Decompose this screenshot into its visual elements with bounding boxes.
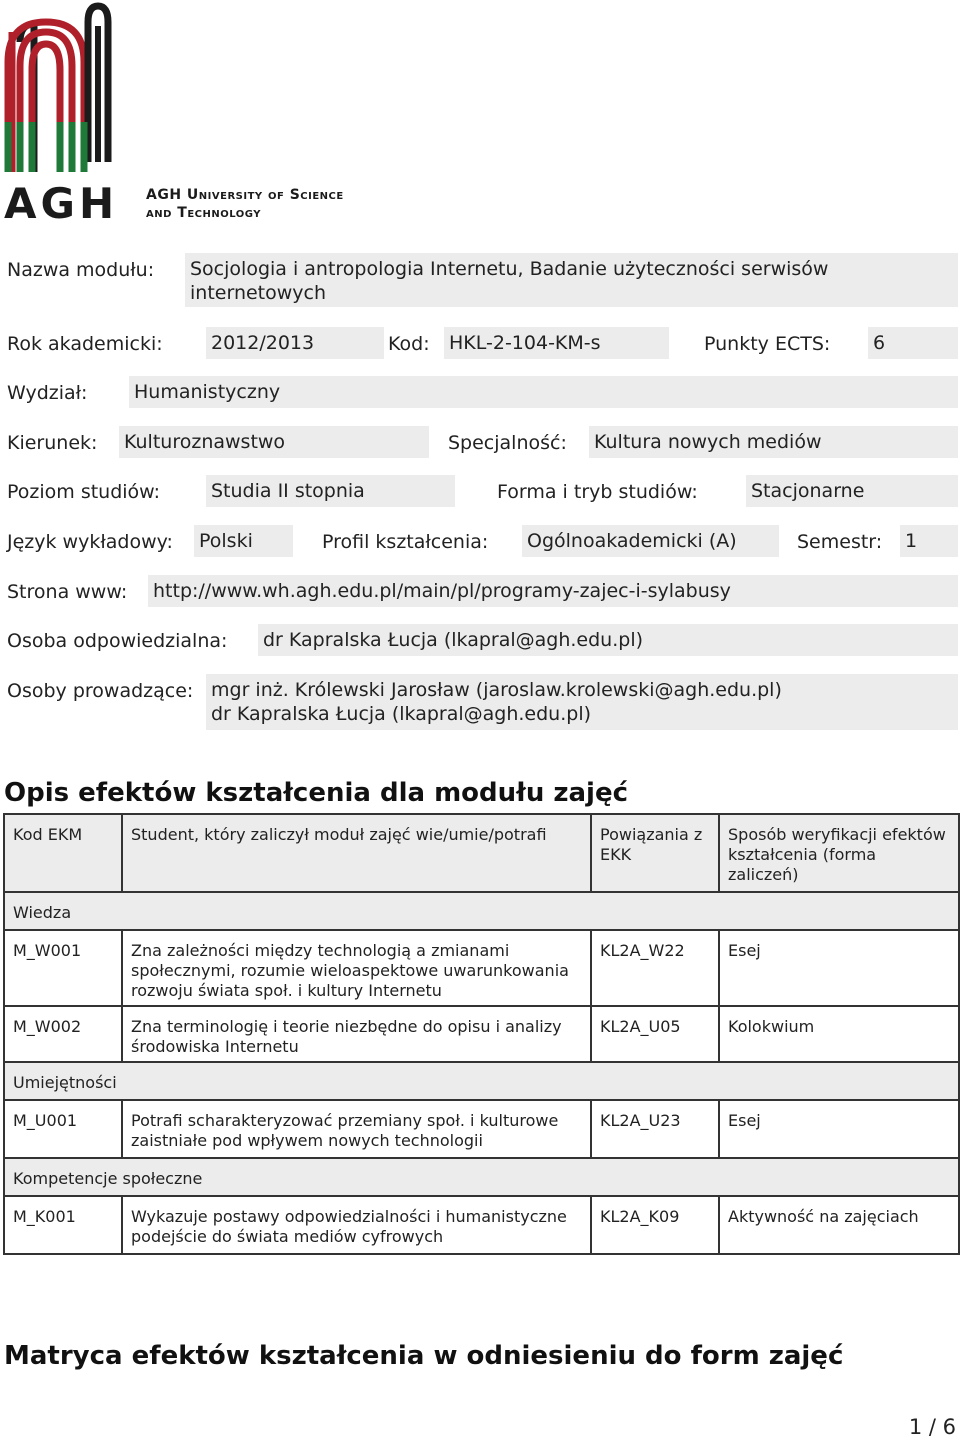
responsible-person-label: Osoba odpowiedzialna: [7, 630, 228, 652]
learning-outcomes-heading: Opis efektów kształcenia dla modułu zajęć [4, 778, 629, 808]
row-method: Kolokwium [719, 1006, 959, 1062]
row-method: Esej [719, 930, 959, 1006]
language-label: Język wykładowy: [7, 531, 173, 553]
semester-label: Semestr: [797, 531, 883, 553]
language-value: Polski [194, 525, 293, 557]
row-description: Potrafi scharakteryzować przemiany społ. i kulturowe zaistniałe pod wpływem nowych technologii [122, 1100, 591, 1158]
row-ekk: KL2A_U05 [591, 1006, 719, 1062]
field-value: Kulturoznawstwo [119, 426, 429, 458]
lecturer-item: dr Kapralska Łucja (lkapral@agh.edu.pl) [211, 703, 592, 725]
profile-value: Ogólnoakademicki (A) [522, 525, 779, 557]
header-verification: Sposób weryfikacji efektów kształcenia (forma zaliczeń) [719, 814, 959, 892]
field-label: Kierunek: [7, 432, 98, 454]
ects-label: Punkty ECTS: [704, 333, 831, 355]
row-code: M_W002 [4, 1006, 122, 1062]
matrix-heading: Matryca efektów kształcenia w odniesieniu do form zajęć [4, 1341, 844, 1371]
row-method: Esej [719, 1100, 959, 1158]
code-label: Kod: [388, 333, 430, 355]
page-number: 1 / 6 [908, 1415, 956, 1439]
row-description: Wykazuje postawy odpowiedzialności i humanistyczne podejście do świata mediów cyfrowych [122, 1196, 591, 1254]
module-name-label: Nazwa modułu: [7, 259, 155, 281]
logo-wordmark: AGH [4, 179, 119, 228]
responsible-person-value: dr Kapralska Łucja (lkapral@agh.edu.pl) [258, 624, 958, 656]
logo-university-line2: and Technology [146, 205, 261, 221]
header-ekk: Powiązania z EKK [591, 814, 719, 892]
website-link[interactable]: http://www.wh.agh.edu.pl/main/pl/programy-zajec-i-sylabusy [148, 575, 958, 607]
specialty-label: Specjalność: [448, 432, 567, 454]
row-ekk: KL2A_W22 [591, 930, 719, 1006]
lecturers-value [206, 674, 958, 730]
header-description: Student, który zaliczył moduł zajęć wie/umie/potrafi [122, 814, 591, 892]
group-header: Kompetencje społeczne [4, 1158, 959, 1196]
level-label: Poziom studiów: [7, 481, 161, 503]
faculty-label: Wydział: [7, 382, 88, 404]
row-ekk: KL2A_K09 [591, 1196, 719, 1254]
academic-year-label: Rok akademicki: [7, 333, 163, 355]
row-ekk: KL2A_U23 [591, 1100, 719, 1158]
academic-year-value: 2012/2013 [206, 327, 384, 359]
faculty-value: Humanistyczny [129, 376, 958, 408]
row-code: M_K001 [4, 1196, 122, 1254]
header-code: Kod EKM [4, 814, 122, 892]
level-value: Studia II stopnia [206, 475, 455, 507]
module-name-value: Socjologia i antropologia Internetu, Badanie użyteczności serwisów internetowych [185, 253, 958, 307]
study-form-label: Forma i tryb studiów: [497, 481, 698, 503]
group-header: Wiedza [4, 892, 959, 930]
lecturer-item: mgr inż. Królewski Jarosław (jaroslaw.krolewski@agh.edu.pl) [211, 679, 782, 701]
study-form-value: Stacjonarne [746, 475, 958, 507]
profile-label: Profil kształcenia: [322, 531, 489, 553]
lecturers-label: Osoby prowadzące: [7, 680, 194, 702]
code-value: HKL-2-104-KM-s [444, 327, 669, 359]
learning-outcomes-table [3, 813, 960, 1255]
row-code: M_W001 [4, 930, 122, 1006]
row-code: M_U001 [4, 1100, 122, 1158]
row-description: Zna terminologię i teorie niezbędne do opisu i analizy środowiska Internetu [122, 1006, 591, 1062]
agh-logo-mark-icon [4, 2, 154, 182]
group-header: Umiejętności [4, 1062, 959, 1100]
row-description: Zna zależności między technologią a zmianami społecznymi, rozumie wieloaspektowe uwarunkowania rozwoju świata społ. i kultury Internetu [122, 930, 591, 1006]
logo-university-name [146, 186, 344, 222]
website-label: Strona www: [7, 581, 128, 603]
semester-value: 1 [900, 525, 958, 557]
row-method: Aktywność na zajęciach [719, 1196, 959, 1254]
logo-university-line1: AGH University of Science [146, 187, 344, 203]
specialty-value: Kultura nowych mediów [589, 426, 958, 458]
ects-value: 6 [868, 327, 958, 359]
